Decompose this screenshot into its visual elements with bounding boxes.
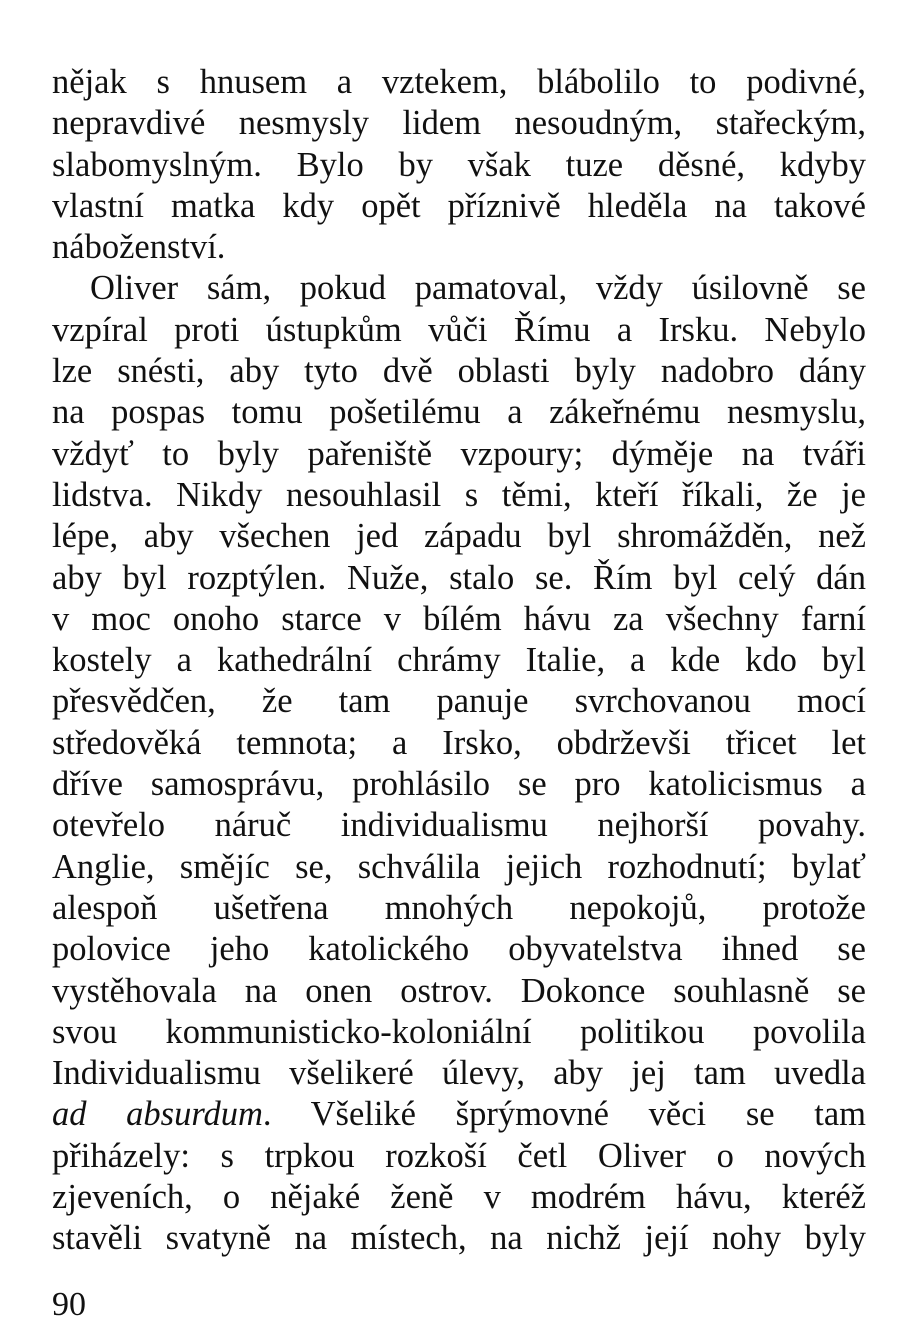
text-line: lidstva. Nikdy nesouhlasil s těmi, kteří říkali, že je — [52, 475, 866, 514]
text-line: vždyť to byly pařeniště vzpoury; dýměje na tváři — [52, 434, 866, 473]
text-line: stavěli svatyně na místech, na nichž její nohy byly — [52, 1219, 866, 1258]
text-fragment: . Všeliké šprýmovné věci se tam — [262, 1095, 866, 1134]
paragraph-2 — [52, 268, 866, 1259]
text-line: alespoň ušetřena mnohých nepokojů, protože — [52, 888, 866, 927]
text-line: aby byl rozptýlen. Nuže, stalo se. Řím byl celý dán — [52, 558, 866, 597]
text-line: Individualismu všelikeré úlevy, aby jej tam uvedla — [52, 1054, 866, 1093]
text-line: středověká temnota; a Irsko, obdrževši třicet let — [52, 723, 866, 762]
book-page-text — [52, 62, 866, 1260]
page-number: 90 — [52, 1286, 86, 1323]
text-line: na pospas tomu pošetilému a zákeřnému nesmyslu, — [52, 393, 866, 432]
text-line: kostely a kathedrální chrámy Italie, a kde kdo byl — [52, 641, 866, 680]
italic-phrase: ad absurdum — [52, 1095, 263, 1134]
text-line: nepravdivé nesmysly lidem nesoudným, stařeckým, — [52, 104, 866, 143]
text-line: dříve samosprávu, prohlásilo se pro katolicismus a — [52, 765, 866, 804]
text-line: otevřelo náruč individualismu nejhorší povahy. — [52, 806, 866, 845]
text-line: vzpíral proti ústupkům vůči Římu a Irsku. Nebylo — [52, 310, 866, 349]
text-line: v moc onoho starce v bílém hávu za všechny farní — [52, 599, 866, 638]
text-line: Anglie, smějíc se, schválila jejich rozhodnutí; bylať — [52, 847, 866, 886]
text-line: polovice jeho katolického obyvatelstva ihned se — [52, 930, 866, 969]
text-line: lépe, aby všechen jed západu byl shromážděn, než — [52, 517, 866, 556]
text-line: Oliver sám, pokud pamatoval, vždy úsilovně se — [90, 269, 866, 308]
paragraph-1 — [52, 62, 866, 268]
text-line: lze snésti, aby tyto dvě oblasti byly nadobro dány — [52, 352, 866, 391]
text-line: slabomyslným. Bylo by však tuze děsné, kdyby — [52, 145, 866, 184]
text-line: nějak s hnusem a vztekem, blábolilo to podivné, — [52, 63, 866, 101]
text-line: zjeveních, o nějaké ženě v modrém hávu, kteréž — [52, 1178, 866, 1217]
text-line: náboženství. — [52, 228, 226, 267]
text-line: vlastní matka kdy opět příznivě hleděla na takové — [52, 186, 866, 225]
text-line-with-italic — [52, 1094, 866, 1135]
text-line: přesvědčen, že tam panuje svrchovanou mocí — [52, 682, 866, 721]
text-line: vystěhovala na onen ostrov. Dokonce souhlasně se — [52, 971, 866, 1010]
text-line: přiházely: s trpkou rozkoší četl Oliver o nových — [52, 1136, 866, 1175]
text-line: svou kommunisticko-koloniální politikou povolila — [52, 1012, 866, 1051]
